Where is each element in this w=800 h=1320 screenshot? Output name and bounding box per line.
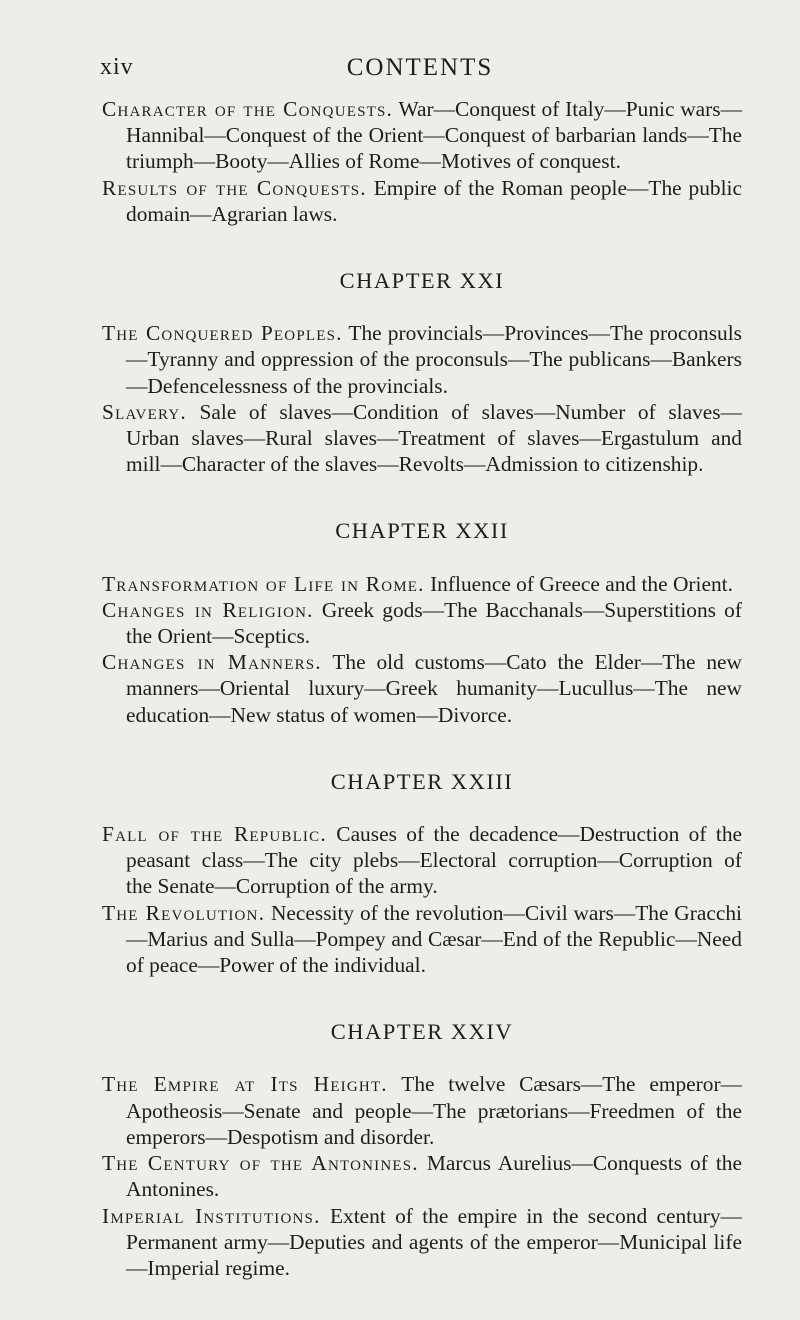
entry-heading: The Century of the Antonines. [102, 1151, 419, 1176]
entry-heading: Transformation of Life in Rome. [102, 571, 425, 596]
entry-heading: The Revolution. [102, 900, 266, 925]
entry-summary: Extent of the empire in the second century—Permanent army—Deputies and agents of the emperor—Municipal life—Imperial regime. [126, 1203, 742, 1280]
contents-entry [102, 320, 742, 399]
contents-entry [102, 597, 742, 649]
entry-heading: Results of the Conquests. [102, 175, 367, 200]
entry-summary: Marcus Aurelius—Conquests of the Antonines. [126, 1151, 742, 1202]
contents-entry [102, 649, 742, 728]
entry-heading: Character of the Conquests. [102, 97, 394, 121]
page-number: xiv [100, 54, 134, 80]
contents-entry [102, 1150, 742, 1202]
chapter-heading: CHAPTER XXII [335, 518, 509, 544]
contents-entry [102, 571, 742, 597]
entry-heading: The Empire at Its Height. [102, 1072, 388, 1097]
entry-summary: Necessity of the revolution—Civil wars—The Gracchi—Marius and Sulla—Pompey and Cæsar—End of the Republic—Need of peace—Power of the individual. [126, 900, 742, 978]
entry-summary: Greek gods—The Bacchanals—Superstitions of the Orient—Sceptics. [126, 597, 742, 649]
chapter-heading: CHAPTER XXI [339, 268, 505, 294]
contents-entry [102, 1203, 742, 1282]
chapter-heading: CHAPTER XXIV [330, 1019, 514, 1045]
running-head [100, 50, 740, 90]
entry-heading: Changes in Religion. [102, 597, 314, 622]
page-title: CONTENTS [346, 54, 494, 81]
entry-heading: Changes in Manners. [102, 650, 322, 675]
contents-entry [102, 399, 742, 478]
entry-heading: The Conquered Peoples. [102, 321, 343, 346]
entry-summary: War—Conquest of Italy—Punic wars—Hannibal—Conquest of the Orient—Conquest of barbarian lands—The triumph—Booty—Allies of Rome—Motives of conquest. [126, 97, 743, 174]
entry-summary: Influence of Greece and the Orient. [430, 571, 733, 596]
entry-summary: The old customs—Cato the Elder—The new manners—Oriental luxury—Greek humanity—Lucullus—The new education—New status of women—Divorce. [126, 650, 742, 727]
contents-body [102, 96, 742, 1281]
contents-entry [102, 821, 742, 900]
contents-entry [102, 1071, 742, 1150]
entry-summary: The provincials—Provinces—The proconsuls—Tyranny and oppression of the proconsuls—The publicans—Bankers—Defencelessness of the provincials. [126, 321, 742, 398]
chapter-heading: CHAPTER XXIII [330, 768, 514, 794]
entry-summary: The twelve Cæsars—The emperor—Apotheosis—Senate and people—The prætorians—Freedmen of the emperors—Despotism and disorder. [126, 1072, 742, 1149]
entry-heading: Slavery. [102, 399, 187, 424]
entry-summary: Sale of slaves—Condition of slaves—Number of slaves—Urban slaves—Rural slaves—Treatment of slaves—Ergastulum and mill—Character of the slaves—Revolts—Admission to citizenship. [126, 399, 742, 477]
contents-entry [102, 96, 742, 175]
contents-entry [102, 900, 742, 979]
entry-heading: Imperial Institutions. [102, 1203, 321, 1228]
entry-summary: Empire of the Roman people—The public domain—Agrarian laws. [126, 175, 742, 226]
entry-summary: Causes of the decadence—Destruction of the peasant class—The city plebs—Electoral corruption—Corruption of the Senate—Corruption of the army. [126, 822, 743, 899]
entry-heading: Fall of the Republic. [102, 822, 327, 847]
contents-entry [102, 175, 742, 227]
